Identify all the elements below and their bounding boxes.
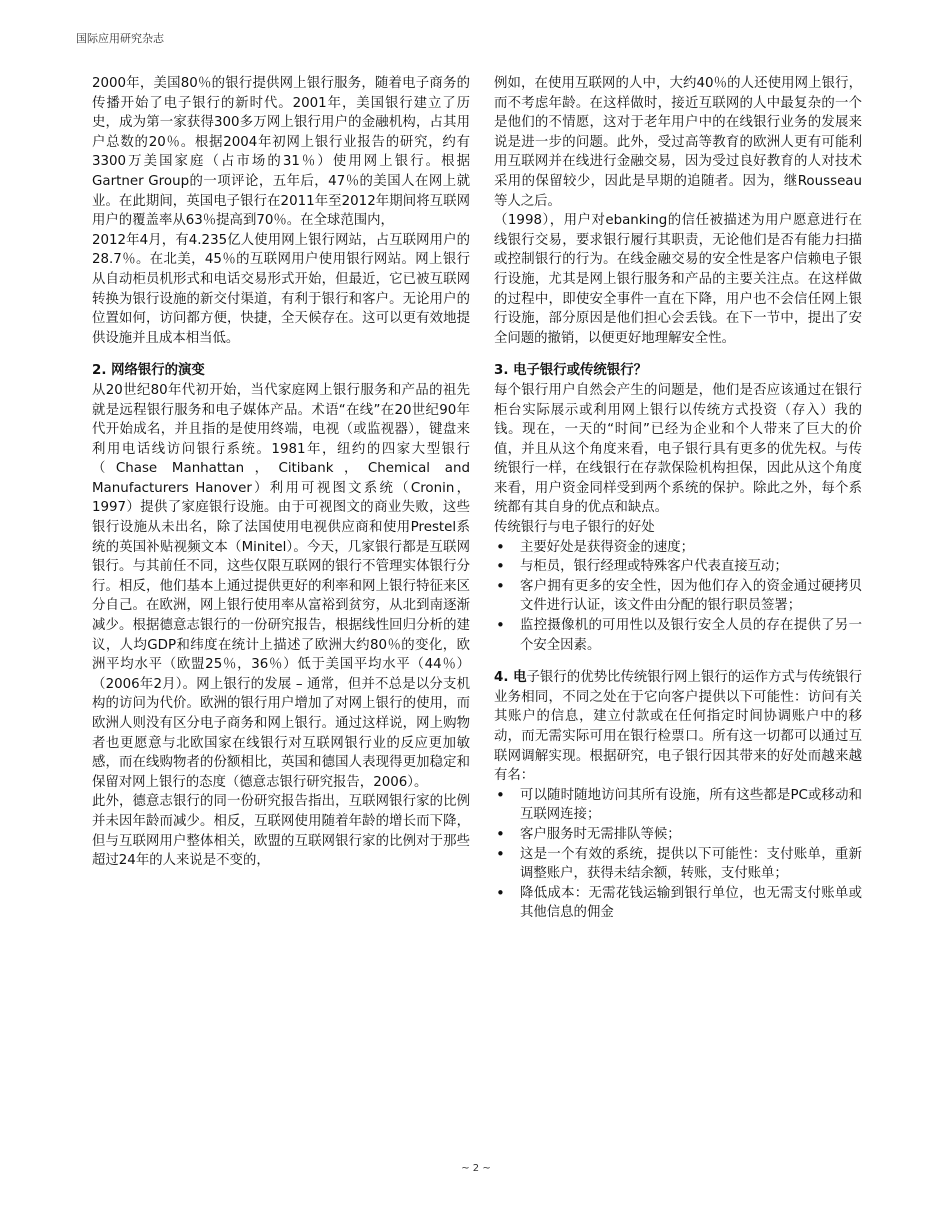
paragraph: 2000年，美国80％的银行提供网上银行服务，随着电子商务的传播开始了电子银行的新时代。2001年，美国银行建立了历史，成为第一家获得300多万网上银行用户的金融机构，占其用户总数的20％。根据2004年初网上银行业报告的研究，约有3300万美国家庭（占市场的31％）使用网上银行。根据Gartner Group的一项评论，五年后，47％的美国人在网上就业。在此期间，英国电子银行在2011年至2012年期间将互联网用户的覆盖率从63％提高到70％。在全球范围内， bbox=[92, 76, 470, 229]
left-column bbox=[92, 74, 470, 871]
ebanking-benefits-list bbox=[494, 786, 862, 923]
paragraph: 从20世纪80年代初开始，当代家庭网上银行服务和产品的祖先就是远程银行服务和电子媒体产品。术语“在线”在20世纪90年代开始成名，并且指的是使用终端，电视（或监视器），键盘来利用电话线访问银行系统。1981年，纽约的四家大型银行（Chase Manhattan，Citibank，Chemical and Manufacturers Hanover）利用可视图文系统（Cronin，1997）提供了家庭银行设施。由于可视图文的商业失败，这些银行设施从未出名，除了法国使用电视供应商和使用Prestel系统的英国补贴视频文本（Minitel）。今天，几家银行都是互联网银行。与其前任不同，这些仅限互联网的银行不管理实体银行分行。相反，他们基本上通过提供更好的利率和网上银行特征来区分自己。在欧洲，网上银行使用率从富裕到贫穷，从北到南逐渐减少。根据德意志银行的一份研究报告，根据线性回归分析的建议，人均GDP和纬度在统计上描述了欧洲大约80％的变化，欧洲平均水平（欧盟25％，36％）低于美国平均水平（44％）（2006年2月）。网上银行的发展 – 通常，但并不总是以分支机构的访问为代价。欧洲的银行用户增加了对网上银行的使用，而欧洲人则没有区分电子商务和网上银行。通过这样说，网上购物者也更愿意与北欧国家在线银行对互联网银行业的反应更加敏感，而在线购物者的份额相比，英国和德国人表现得更加稳定和保留对网上银行的态度（德意志银行研究报告，2006）。 bbox=[92, 382, 470, 790]
paragraph: 例如，在使用互联网的人中，大约40％的人还使用网上银行，而不考虑年龄。在这样做时，接近互联网的人中最复杂的一个是他们的不情愿，这对于老年用户中的在线银行业务的发展来说是进一步的问题。此外，受过高等教育的欧洲人更有可能利用互联网并在线进行金融交易，因为受过良好教育的人对技术采用的保留较少，因此是早期的追随者。因为，继Rousseau等人之后。 bbox=[494, 76, 862, 209]
list-item: • 客户服务时无需排队等候； bbox=[494, 825, 862, 845]
list-item: • 可以随时随地访问其所有设施，所有这些都是PC或移动和互联网连接； bbox=[494, 786, 862, 825]
list-title: 传统银行与电子银行的好处 bbox=[494, 520, 655, 536]
list-item: • 与柜员，银行经理或特殊客户代表直接互动； bbox=[494, 557, 862, 577]
list-item: • 客户拥有更多的安全性，因为他们存入的资金通过硬拷贝文件进行认证，该文件由分配的银行职员签署； bbox=[494, 577, 862, 616]
traditional-benefits-list bbox=[494, 538, 862, 656]
section-4-paragraph bbox=[494, 668, 862, 786]
list-item: • 主要好处是获得资金的速度； bbox=[494, 538, 862, 558]
paragraph: 每个银行用户自然会产生的问题是，他们是否应该通过在银行柜台实际展示或利用网上银行以传统方式投资（存入）我的钱。现在，一天的“时间”已经为企业和个人带来了巨大的价值，并且从这个角度来看，电子银行具有更多的优先权。与传统银行一样，在线银行在存款保险机构担保，因此从这个角度来看，用户资金同样受到两个系统的保护。除此之外，每个系统都有其自身的优点和缺点。 bbox=[494, 382, 862, 516]
section-heading-2: 2. 网络银行的演变 bbox=[92, 363, 205, 379]
list-item: • 监控摄像机的可用性以及银行安全人员的存在提供了另一个安全因素。 bbox=[494, 616, 862, 655]
right-column bbox=[494, 74, 862, 923]
paragraph: （1998），用户对ebanking的信任被描述为用户愿意进行在线银行交易，要求银行履行其职责，无论他们是否有能力扫描或控制银行的行为。在线金融交易的安全性是客户信赖电子银行设施，尤其是网上银行服务和产品的主要关注点。在这样做的过程中，即使安全事件一直在下降，用户也不会信任网上银行设施，部分原因是他们担心会丢钱。在下一节中，提出了安全问题的撤销，以便更好地理解安全性。 bbox=[494, 213, 862, 346]
paragraph: 此外，德意志银行的同一份研究报告指出，互联网银行家的比例并未因年龄而减少。相反，互联网使用随着年龄的增长而下降，但与互联网用户整体相关，欧盟的互联网银行家的比例对于那些超过24年的人来说是不变的， bbox=[92, 794, 470, 869]
page-number: ~ 2 ~ bbox=[461, 1163, 491, 1174]
list-item: • 这是一个有效的系统，提供以下可能性：支付账单，重新调整账户，获得未结余额，转账，支付账单； bbox=[494, 845, 862, 884]
paragraph: 2012年4月，有4.235亿人使用网上银行网站，占互联网用户的28.7％。在北美，45％的互联网用户使用银行网站。网上银行从自动柜员机形式和电话交易形式开始，但最近，它已被互联网转换为银行设施的新交付渠道，有利于银行和客户。无论用户的位置如何，访问都方便，快捷，全天候存在。这可以更有效地提供设施并且成本相当低。 bbox=[92, 232, 470, 346]
paragraph-text: 子银行的优势比传统银行网上银行的运作方式与传统银行业务相同，不同之处在于它向客户提供以下可能性：访问有关其账户的信息，建立付款或在任何指定时间协调账户中的移动，而无需实际可用在银行检票口。所有这一切都可以通过互联网调解实现。根据研究，电子银行因其带来的好处而越来越有名： bbox=[494, 670, 862, 784]
list-item: • 降低成本：无需花钱运输到银行单位，也无需支付账单或其他信息的佣金 bbox=[494, 884, 862, 923]
section-heading-4: 4. 电 bbox=[494, 670, 527, 686]
section-heading-3: 3. 电子银行或传统银行？ bbox=[494, 363, 647, 379]
journal-header: 国际应用研究杂志 bbox=[76, 32, 164, 45]
